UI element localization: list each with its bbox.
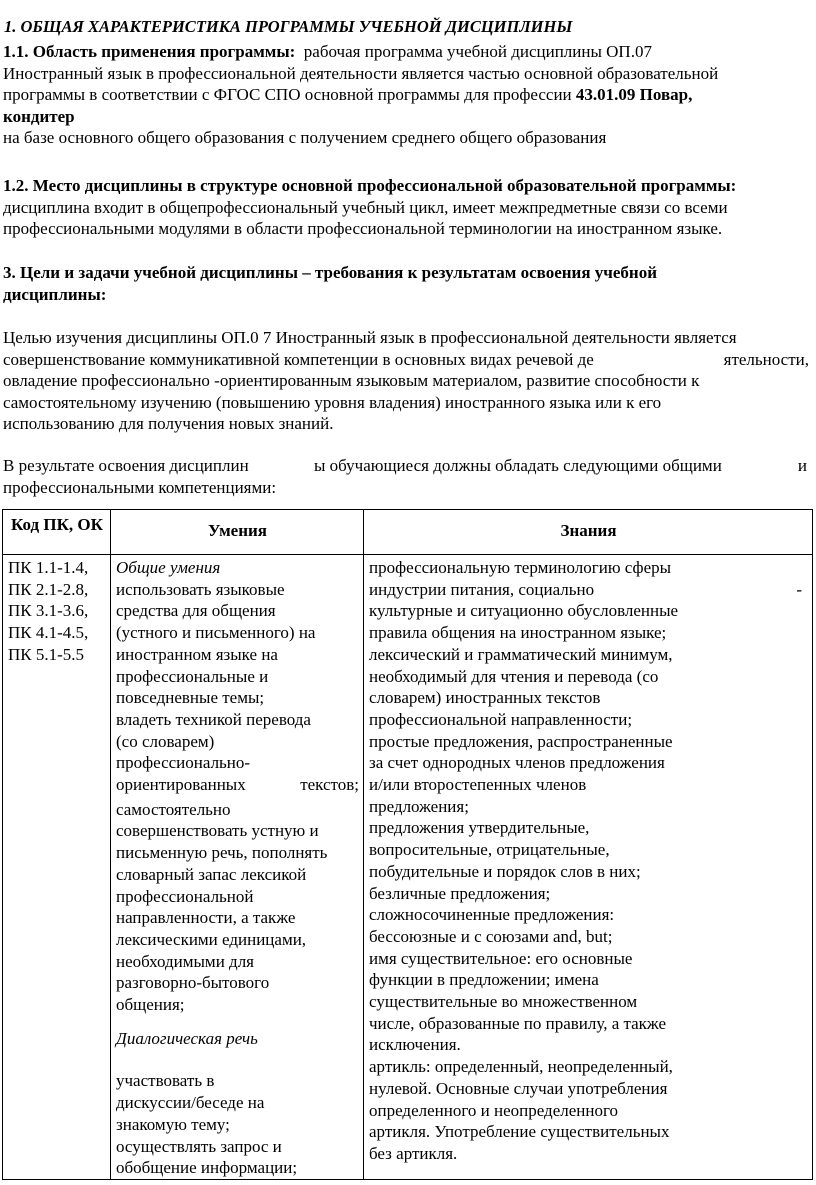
knowledge-line: культурные и ситуационно обусловленные [369, 601, 679, 621]
section-1-1-line5: на базе основного общего образования с получением среднего общего образования [3, 128, 607, 147]
header-code: Код ПК, ОК [3, 510, 111, 555]
skill-line: профессиональной [116, 886, 254, 906]
skill-line: лексическими единицами, [116, 929, 307, 949]
skill-line: (устного и письменного) на [116, 623, 316, 643]
skill-line: иностранном языке на [116, 644, 278, 664]
knowledge-line: определенного и неопределенного [369, 1100, 619, 1120]
section-1-1 [3, 41, 811, 149]
knowledge-cell [364, 555, 813, 1180]
result-line-2: профессиональными компетенциями: [3, 477, 277, 497]
code-item: ПК 3.1-3.6, [8, 601, 89, 621]
skill-line: общения; [116, 995, 185, 1015]
goal-line-2a: совершенствование коммуникативной компетенции в основных видах речевой де [3, 349, 594, 369]
skill-line: профессионально- [116, 753, 251, 773]
knowledge-line: предложения; [369, 796, 469, 816]
result-line-1a: В результате освоения дисциплин [3, 456, 249, 475]
knowledge-line: сложносочиненные предложения: [369, 905, 615, 925]
knowledge-line: и/или второстепенных членов [369, 775, 587, 795]
knowledge-line: за счет однородных членов предложения [369, 753, 665, 773]
knowledge-line: вопросительные, отрицательные, [369, 840, 610, 860]
knowledge-line: словарем) иностранных текстов [369, 688, 601, 708]
goal-line-3: овладение профессионально -ориентированным языковым материалом, развитие способности к [3, 371, 700, 390]
knowledge-line: индустрии питания, социально [369, 579, 595, 599]
skill-line: ориентированных [116, 775, 246, 795]
table-row [3, 555, 813, 1180]
profession-name: кондитер [3, 106, 75, 126]
skill-line: дискуссии/беседе на [116, 1093, 265, 1113]
skill-line: осуществлять запрос и [116, 1136, 282, 1156]
code-item: ПК 5.1-5.5 [8, 644, 85, 664]
skill-line: необходимыми для [116, 951, 254, 971]
result-line-1b: ы обучающиеся должны обладать следующими общими [314, 456, 722, 475]
dialog-skills-title: Диалогическая речь [116, 1028, 258, 1048]
section-1-1-label: 1.1. Область применения программы: [3, 42, 296, 61]
skill-line: участвовать в [116, 1071, 215, 1091]
skill-line: владеть техникой перевода [116, 709, 311, 729]
knowledge-line: простые предложения, распространенные [369, 731, 673, 751]
profession-code: 43.01.09 Повар, [575, 85, 693, 104]
section-1-1-line2: Иностранный язык в профессиональной деятельности является частью основной образовательной [3, 63, 719, 83]
code-item: ПК 4.1-4.5, [8, 623, 89, 643]
section-3-label-1: 3. Цели и задачи учебной дисциплины – требования к результатам освоения учебной [3, 263, 658, 282]
section-1-2-line3: профессиональными модулями в области профессиональной терминологии на иностранном языке. [3, 219, 723, 238]
skill-line: средства для общения [116, 601, 276, 621]
code-item: ПК 2.1-2.8, [8, 579, 89, 599]
code-item: ПК 1.1-1.4, [8, 558, 89, 577]
knowledge-line: необходимый для чтения и перевода (со [369, 666, 659, 686]
section-heading: 1. ОБЩАЯ ХАРАКТЕРИСТИКА ПРОГРАММЫ УЧЕБНОЙ ДИСЦИПЛИНЫ [4, 17, 573, 36]
knowledge-line: артикля. Употребление существительных [369, 1122, 670, 1142]
knowledge-line: профессиональной направленности; [369, 709, 633, 729]
knowledge-line: побудительные и порядок слов в них; [369, 861, 641, 881]
knowledge-line: числе, образованные по правилу, а также [369, 1013, 666, 1033]
skill-line: использовать языковые [116, 579, 285, 599]
competencies-table [2, 509, 813, 1180]
section-1-2-label: 1.2. Место дисциплины в структуре основной профессиональной образовательной программы: [3, 176, 737, 195]
goal-line-2b: ятельности, [723, 349, 809, 369]
table-header-row [3, 510, 813, 555]
section-1-1-line3: программы в соответствии с ФГОС СПО основной программы для профессии [3, 85, 572, 104]
skill-line: знакомую тему; [116, 1114, 230, 1134]
section-1-2-line2: дисциплина входит в общепрофессиональный учебный цикл, имеет межпредметные связи со всеми [3, 197, 728, 217]
knowledge-line: лексический и грамматический минимум, [369, 644, 673, 664]
skill-line: текстов; [300, 775, 359, 795]
skill-line: словарный запас лексикой [116, 864, 307, 884]
goal-line-5: использованию для получения новых знаний. [3, 414, 334, 433]
knowledge-line: предложения утвердительные, [369, 818, 590, 838]
goal-line-1: Целью изучения дисциплины ОП.0 7 Иностранный язык в профессиональной деятельности является [3, 328, 737, 347]
knowledge-line: имя существительное: его основные [369, 948, 633, 968]
skill-line: повседневные темы; [116, 688, 265, 708]
knowledge-line: - [796, 579, 802, 599]
header-skills: Умения [111, 510, 364, 555]
skill-line: разговорно-бытового [116, 973, 270, 993]
skill-line: направленности, а также [116, 908, 296, 928]
header-knowledge: Знания [364, 510, 813, 555]
section-3-label-2: дисциплины: [3, 284, 107, 304]
knowledge-line: нулевой. Основные случаи употребления [369, 1078, 668, 1098]
skill-line: (со словарем) [116, 731, 215, 751]
skill-line: обобщение информации; [116, 1158, 298, 1178]
skill-line: профессиональные и [116, 666, 269, 686]
goal-line-4: самостоятельному изучению (повышению уровня владения) иностранного языка или к его [3, 392, 662, 412]
knowledge-line: правила общения на иностранном языке; [369, 623, 667, 643]
knowledge-line: безличные предложения; [369, 883, 551, 903]
knowledge-line: функции в предложении; имена [369, 970, 599, 990]
goal-paragraph [3, 327, 811, 435]
skill-line: совершенствовать устную и [116, 821, 319, 841]
knowledge-line: существительные во множественном [369, 992, 638, 1012]
knowledge-line: артикль: определенный, неопределенный, [369, 1057, 673, 1077]
knowledge-line: бессоюзные и с союзами and, but; [369, 926, 613, 946]
knowledge-line: профессиональную терминологию сферы [369, 558, 672, 577]
section-3 [3, 262, 811, 305]
knowledge-line: без артикля. [369, 1143, 458, 1163]
general-skills-title: Общие умения [116, 558, 221, 577]
skill-line: самостоятельно [116, 799, 231, 819]
knowledge-line: исключения. [369, 1035, 461, 1055]
section-1-2 [3, 175, 811, 240]
result-paragraph [3, 455, 811, 498]
section-1-1-text: рабочая программа учебной дисциплины ОП.07 [303, 42, 652, 61]
result-line-1c: и [797, 456, 807, 475]
skill-line: письменную речь, пополнять [116, 843, 328, 863]
skills-cell [111, 555, 364, 1180]
codes-cell [3, 555, 111, 1180]
